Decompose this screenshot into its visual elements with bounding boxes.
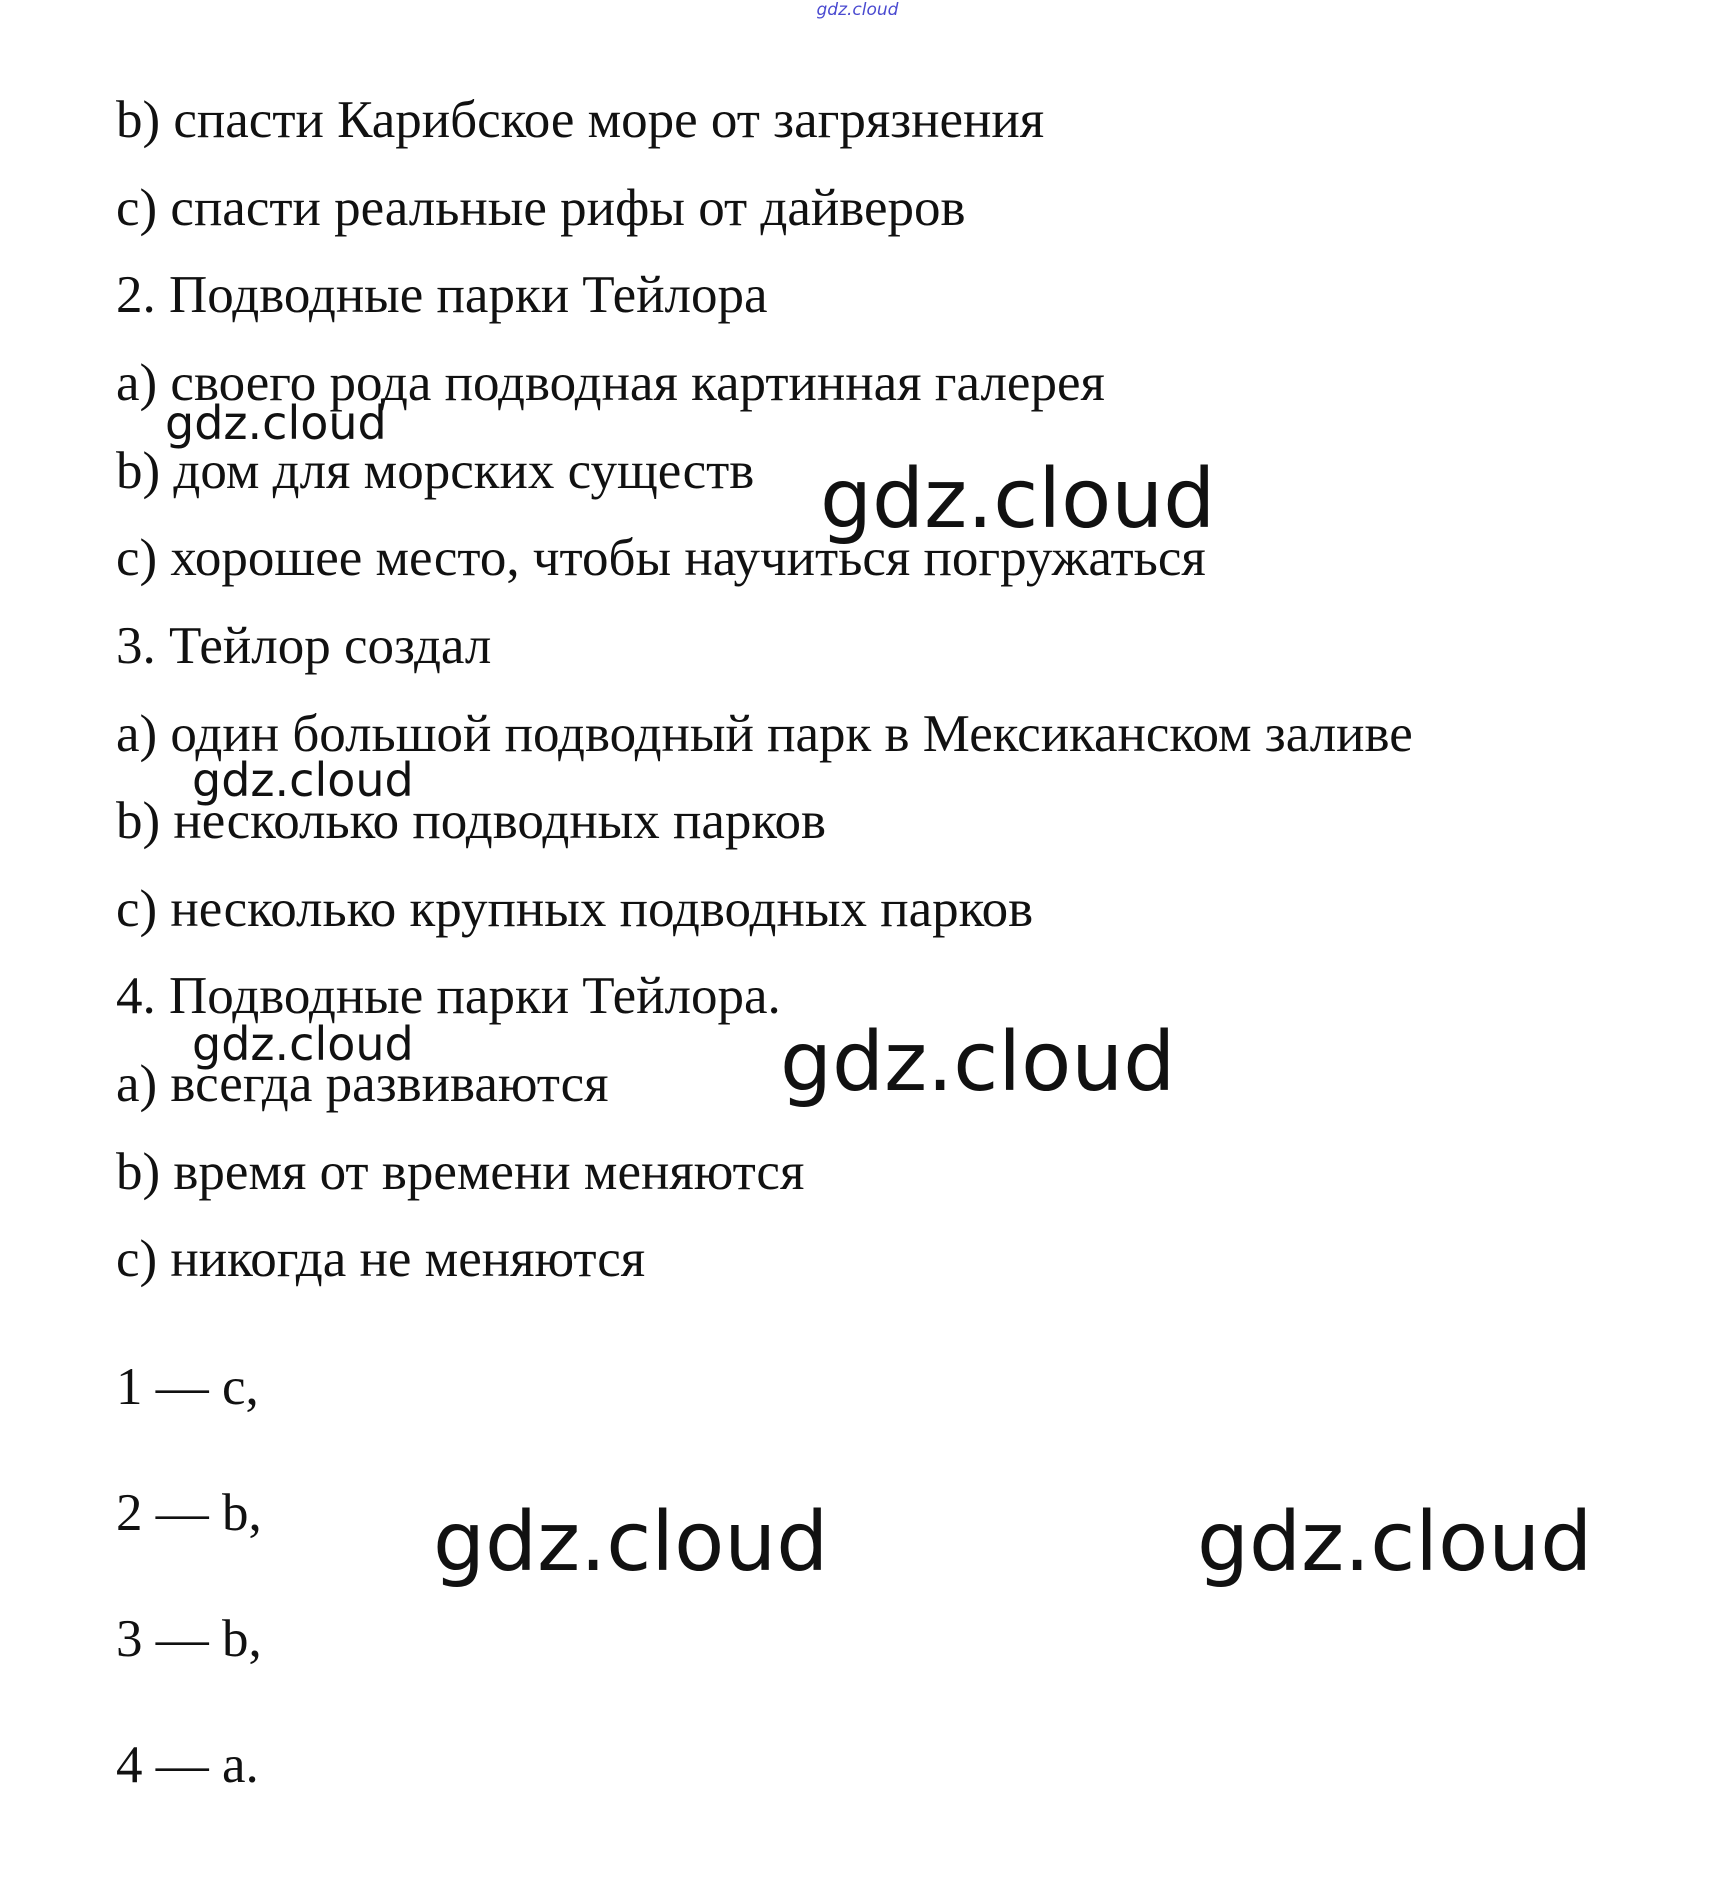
answer-line: 1 — c,	[116, 1358, 259, 1416]
watermark: gdz.cloud	[192, 753, 414, 807]
option-line: c) никогда не меняются	[116, 1230, 646, 1288]
option-line: a) всегда развиваются	[116, 1055, 609, 1113]
answer-line: 2 — b,	[116, 1484, 262, 1542]
option-line: b) дом для морских существ	[116, 442, 755, 500]
option-line: b) несколько подводных парков	[116, 792, 827, 850]
watermark: gdz.cloud	[192, 1017, 414, 1071]
answer-line: 3 — b,	[116, 1610, 262, 1668]
watermark: gdz.cloud	[1197, 1495, 1593, 1590]
question-heading: 3. Тейлор создал	[116, 617, 492, 675]
watermark: gdz.cloud	[165, 396, 387, 450]
option-line: c) спасти реальные рифы от дайверов	[116, 179, 966, 237]
option-line: b) время от времени меняются	[116, 1143, 805, 1201]
option-line: a) один большой подводный парк в Мексиканском заливе	[116, 705, 1413, 763]
watermark: gdz.cloud	[820, 452, 1216, 547]
watermark: gdz.cloud	[780, 1015, 1176, 1110]
question-heading: 4. Подводные парки Тейлора.	[116, 967, 781, 1025]
question-heading: 2. Подводные парки Тейлора	[116, 266, 768, 324]
answer-line: 4 — a.	[116, 1736, 259, 1794]
option-line: c) хорошее место, чтобы научиться погружаться	[116, 529, 1206, 587]
header-watermark: gdz.cloud	[816, 0, 899, 20]
option-line: b) спасти Карибское море от загрязнения	[116, 91, 1045, 149]
watermark: gdz.cloud	[433, 1495, 829, 1590]
option-line: a) своего рода подводная картинная галерея	[116, 354, 1105, 412]
option-line: c) несколько крупных подводных парков	[116, 880, 1034, 938]
